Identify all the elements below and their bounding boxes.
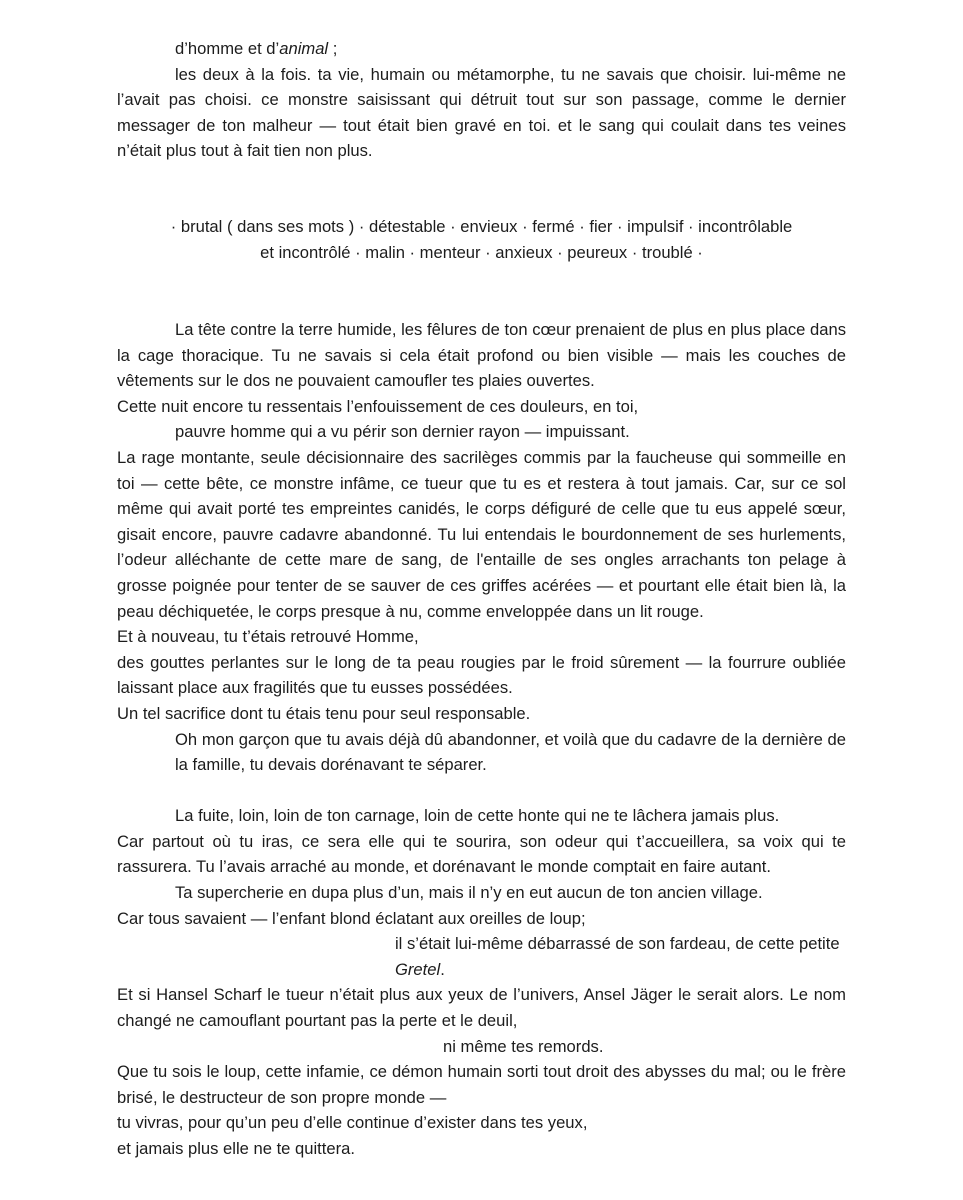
paragraph-text: il s’était lui-même débarrassé de son fardeau, de cette petite [395,934,840,954]
intro-paragraph: les deux à la fois. ta vie, humain ou métamorphe, tu ne savais que choisir. lui-même ne l’avait pas choisi. ce monstre saisissant qui détruit tout sur son passage, comme le dernier messager de ton malheur — tout était bien gravé en toi. et le sang qui coulait dans tes veines n’était plus tout à fait tien non plus. [117,64,846,161]
paragraph: Et à nouveau, tu t’étais retrouvé Homme, [117,627,419,647]
paragraph: Un tel sacrifice dont tu étais tenu pour seul responsable. [117,703,531,723]
paragraph: pauvre homme qui a vu périr son dernier rayon — impuissant. [175,422,630,442]
intro-section [117,36,846,164]
paragraph-emphasis: Gretel [395,959,441,979]
paragraph: et jamais plus elle ne te quittera. [117,1139,355,1158]
paragraph: Cette nuit encore tu ressentais l’enfouissement de ces douleurs, en toi, [117,396,639,416]
intro-first-line [117,36,846,62]
spacer [117,778,846,804]
paragraph: Et si Hansel Scharf le tueur n’était plus aux yeux de l’univers, Ansel Jäger le serait alors. Le nom changé ne camouflant pourtant pas la perte et le deuil, [117,985,846,1031]
paragraph: Car partout où tu iras, ce sera elle qui te sourira, son odeur qui t’accueillera, sa voix qui te rassurera. Tu l’avais arraché au monde, et dorénavant le monde comptait en faire autant. [117,831,846,877]
intro-emphasis: animal [279,39,329,58]
paragraph: Que tu sois le loup, cette infamie, ce démon humain sorti tout droit des abysses du mal; ou le frère brisé, le destructeur de son propre monde — [117,1062,846,1107]
paragraph: Ta supercherie en dupa plus d’un, mais il n’y en eut aucun de ton ancien village. [175,883,763,903]
paragraph: tu vivras, pour qu’un peu d’elle continue d’exister dans tes yeux, [117,1113,588,1133]
main-text [117,317,846,1162]
paragraph: La tête contre la terre humide, les fêlures de ton cœur prenaient de plus en plus place dans la cage thoracique. Tu ne savais si cela était profond ou bien visible — mais les couches de vêtements sur le dos ne pouvaient camoufler tes plaies ouvertes. [117,320,846,391]
paragraph: Oh mon garçon que tu avais déjà dû abandonner, et voilà que du cadavre de la dernière de la famille, tu devais dorénavant te séparer. [175,729,846,775]
paragraph: Car tous savaient — l’enfant blond éclatant aux oreilles de loup; [117,908,586,928]
paragraph [395,931,846,982]
intro-text: d’homme et d’ [175,39,280,58]
paragraph-punct: . [440,959,445,979]
paragraph: ni même tes remords. [443,1036,604,1056]
traits-list [112,214,851,265]
intro-punct: ; [328,39,338,58]
traits-line-1: · brutal ( dans ses mots ) · détestable · envieux · fermé · fier · impulsif · incontrôlable [170,217,793,236]
paragraph: La rage montante, seule décisionnaire des sacrilèges commis par la faucheuse qui sommeille en toi — cette bête, ce monstre infâme, ce tueur que tu es et restera à tout jamais. Car, sur ce sol même qui avait porté tes empreintes canidés, le corps défiguré de celle que tu eus appelé sœur, gisait encore, pauvre cadavre abandonné. Tu lui entendais le bourdonnement de ses hurlements, l’odeur alléchante de cette mare de sang, de l'entaille de ses ongles arrachants ton pelage à grosse poignée pour tenter de se sauver de ces griffes acérées — et pourtant elle était bien là, la peau déchiquetée, le corps presque à nu, comme enveloppée dans un lit rouge. [117,447,846,621]
traits-line-2: et incontrôlé · malin · menteur · anxieux · peureux · troublé · [260,242,703,262]
paragraph: La fuite, loin, loin de ton carnage, loin de cette honte qui ne te lâchera jamais plus. [175,806,780,826]
paragraph: des gouttes perlantes sur le long de ta peau rougies par le froid sûrement — la fourrure oubliée laissant place aux fragilités que tu eusses possédées. [117,652,846,698]
